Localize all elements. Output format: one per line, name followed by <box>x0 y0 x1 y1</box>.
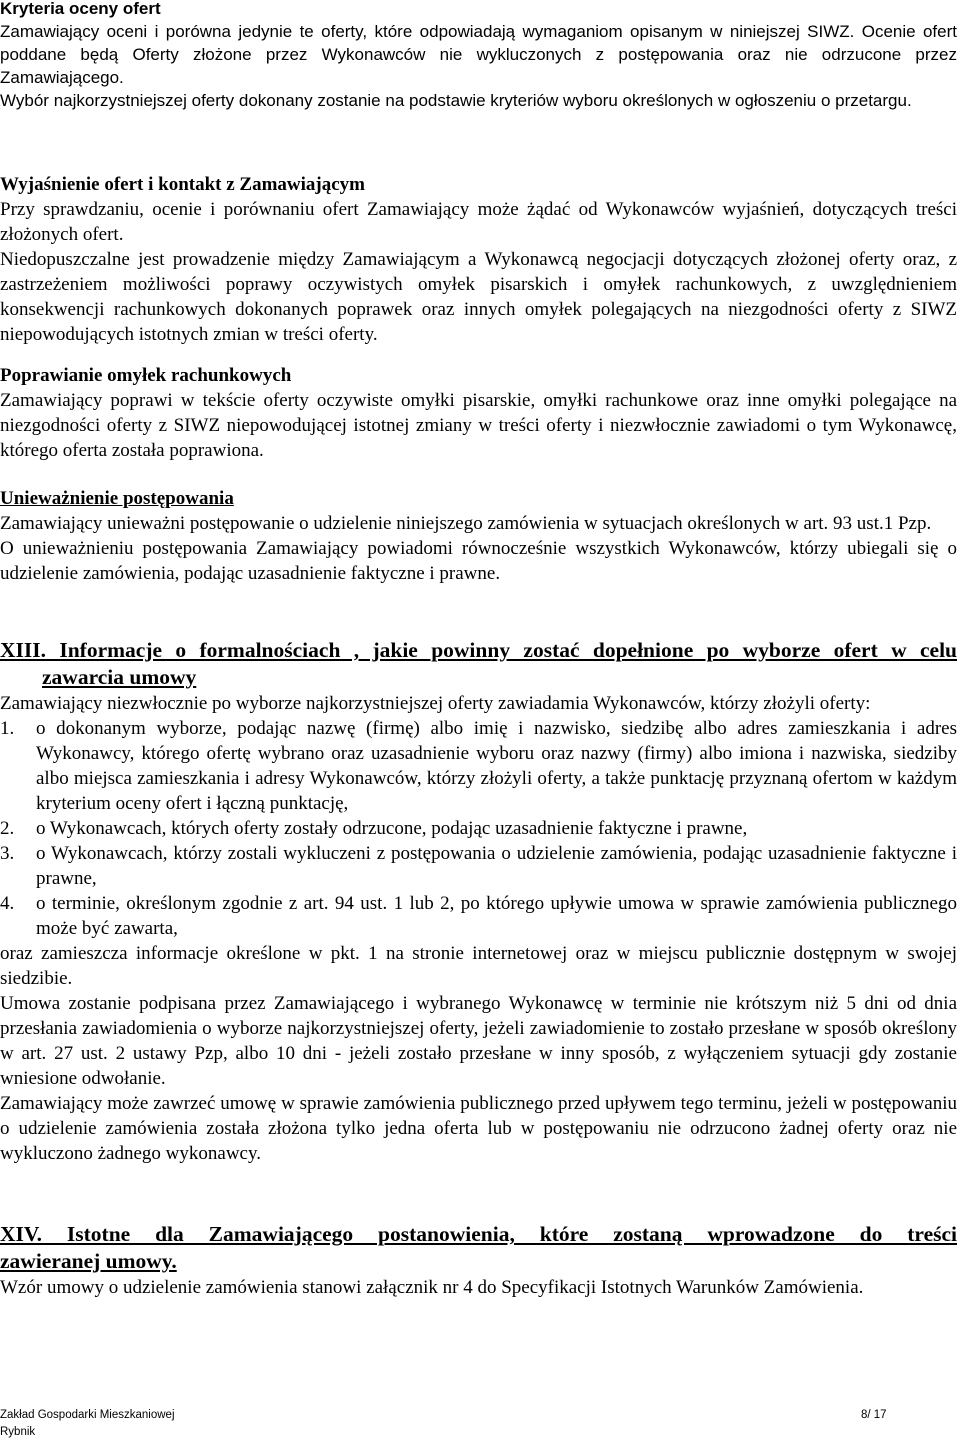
kryteria-paragraph-2: Wybór najkorzystniejszej oferty dokonany zostanie na podstawie kryteriów wyboru określonych w ogłoszeniu o przetargu. <box>0 91 912 110</box>
list-item <box>0 841 957 891</box>
list-item <box>0 891 957 941</box>
footer-city: Rybnik <box>0 1426 36 1438</box>
section-xiii-paragraph-umowa: Umowa zostanie podpisana przez Zamawiającego i wybranego Wykonawcę w terminie nie krótszym niż 5 dni od dnia przesłania zawiadomienia o wyborze najkorzystniejszej oferty, jeżeli zawiadomienie to zostało przesłane w sposób określony w art. 27 ust. 2 ustawy Pzp, albo 10 dni - jeżeli zostało przesłane w inny sposób, z wyłączeniem sytuacji gdy zostanie wniesione odwołanie. <box>0 993 957 1089</box>
wyjasnienie-heading: Wyjaśnienie ofert i kontakt z Zamawiającym <box>0 174 365 195</box>
list-item <box>0 716 957 816</box>
wyjasnienie-paragraph-2: Niedopuszczalne jest prowadzenie między Zamawiającym a Wykonawcą negocjacji dotyczących złożonej oferty oraz, z zastrzeżeniem możliwości poprawy oczywistych omyłek pisarskich i omyłek rachunkowych, z uwzględnieniem konsekwencji rachunkowych dokonanych poprawek oraz innych omyłek polegających na niezgodności oferty z SIWZ niepowodujących istotnych zmian w treści oferty. <box>0 249 957 345</box>
page-footer <box>0 1407 900 1441</box>
section-kryteria <box>0 0 957 112</box>
section-xiv-heading-line-1: XIV. Istotne dla Zamawiającego postanowienia, które zostaną wprowadzone do treści <box>0 1222 957 1246</box>
kryteria-paragraph-1: Zamawiający oceni i porówna jedynie te oferty, które odpowiadają wymaganiom opisanym w niniejszej SIWZ. Ocenie ofert poddane będą Oferty złożone przez Wykonawców nie wykluczonych z postępowania oraz nie odrzucone przez Zamawiającego. <box>0 22 957 87</box>
section-uniewaznienie <box>0 486 957 586</box>
section-xiii-paragraph-after-list: oraz zamieszcza informacje określone w pkt. 1 na stronie internetowej oraz w miejscu publicznie dostępnym w swojej siedzibie. <box>0 943 957 989</box>
section-poprawianie <box>0 363 957 463</box>
uniewaznienie-heading: Unieważnienie postępowania <box>0 488 234 509</box>
section-xiii-list <box>0 716 957 941</box>
list-item-number: 4. <box>0 893 15 914</box>
section-xiv-paragraph-1: Wzór umowy o udzielenie zamówienia stanowi załącznik nr 4 do Specyfikacji Istotnych Warunków Zamówienia. <box>0 1277 864 1298</box>
uniewaznienie-paragraph-1: Zamawiający unieważni postępowanie o udzielenie niniejszego zamówienia w sytuacjach określonych w art. 93 ust.1 Pzp. <box>0 513 932 534</box>
section-xiv <box>0 1221 957 1300</box>
list-item-text: o Wykonawcach, których oferty zostały odrzucone, podając uzasadnienie faktyczne i prawne, <box>36 818 748 839</box>
list-item-number: 3. <box>0 843 15 864</box>
kryteria-heading: Kryteria oceny ofert <box>0 0 161 18</box>
list-item-number: 2. <box>0 818 15 839</box>
section-xiii-paragraph-zawrzec: Zamawiający może zawrzeć umowę w sprawie zamówienia publicznego przed upływem tego terminu, jeżeli w postępowaniu o udzielenie zamówienia została złożona tylko jedna oferta lub w postępowaniu nie odrzucono żadnej oferty oraz nie wykluczono żadnego wykonawcy. <box>0 1093 957 1164</box>
list-item-text: o terminie, określonym zgodnie z art. 94 ust. 1 lub 2, po którego upływie umowa w sprawie zamówienia publicznego może być zawarta, <box>36 893 957 939</box>
list-item-text: o Wykonawcach, którzy zostali wykluczeni z postępowania o udzielenie zamówienia, podając uzasadnienie faktyczne i prawne, <box>36 843 957 889</box>
poprawianie-heading: Poprawianie omyłek rachunkowych <box>0 365 292 386</box>
section-wyjasnienie <box>0 172 957 347</box>
poprawianie-paragraph-1: Zamawiający poprawi w tekście oferty oczywiste omyłki pisarskie, omyłki rachunkowe oraz inne omyłki polegające na niezgodności oferty z SIWZ niepowodującej istotnej zmiany w treści oferty i niezwłocznie zawiadomi o tym Wykonawcę, którego oferta została poprawiona. <box>0 390 957 461</box>
footer-organization: Zakład Gospodarki Mieszkaniowej <box>0 1409 175 1421</box>
list-item-number: 1. <box>0 718 15 739</box>
section-xiii-heading-line-2: zawarcia umowy <box>42 665 197 689</box>
section-xiii <box>0 637 957 1166</box>
page-number: 8/ 17 <box>861 1409 887 1421</box>
section-xiv-heading-line-2: zawieranej umowy. <box>0 1249 177 1273</box>
list-item-text: o dokonanym wyborze, podając nazwę (firmę) albo imię i nazwisko, siedzibę albo adres zamieszkania i adres Wykonawcy, którego ofertę wybrano oraz uzasadnienie wyboru oraz nazwy (firmy) albo imiona i nazwiska, siedziby albo miejsca zamieszkania i adresy Wykonawców, którzy złożyli oferty, a także punktację przyznaną ofertom w każdym kryterium oceny ofert i łączną punktację, <box>36 718 957 814</box>
section-xiii-heading-line-1: XIII. Informacje o formalnościach , jakie powinny zostać dopełnione po wyborze ofert w celu <box>0 638 957 662</box>
wyjasnienie-paragraph-1: Przy sprawdzaniu, ocenie i porównaniu ofert Zamawiający może żądać od Wykonawców wyjaśnień, dotyczących treści złożonych ofert. <box>0 199 957 245</box>
uniewaznienie-paragraph-2: O unieważnieniu postępowania Zamawiający powiadomi równocześnie wszystkich Wykonawców, którzy ubiegali się o udzielenie zamówienia, podając uzasadnienie faktyczne i prawne. <box>0 538 957 584</box>
list-item <box>0 816 957 841</box>
section-xiii-intro: Zamawiający niezwłocznie po wyborze najkorzystniejszej oferty zawiadamia Wykonawców, którzy złożyli oferty: <box>0 693 871 714</box>
